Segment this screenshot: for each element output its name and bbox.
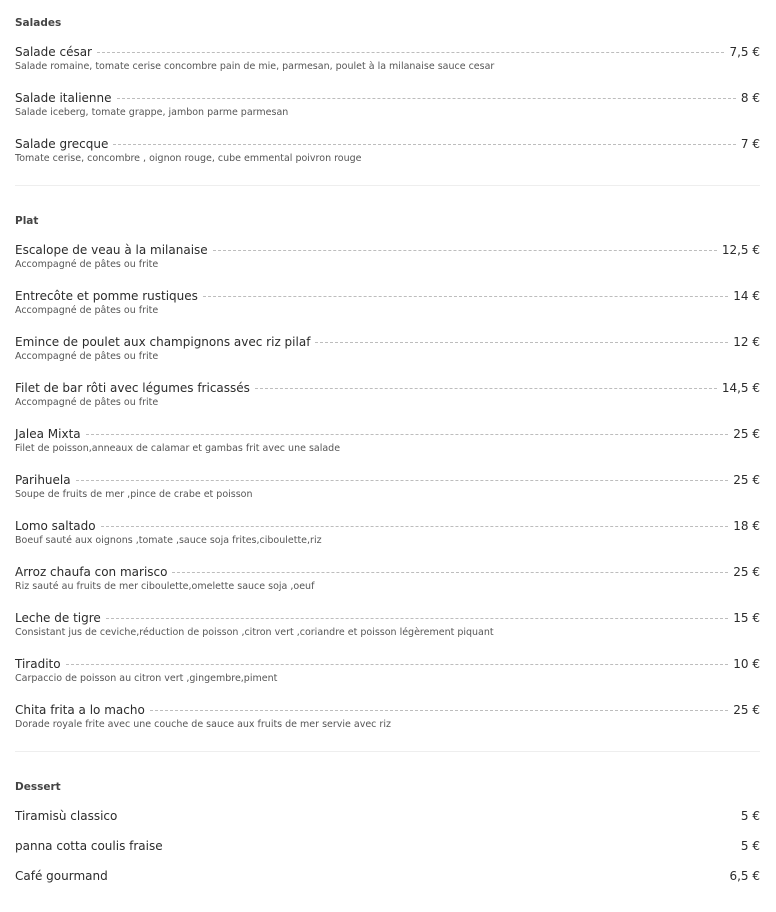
- dotted-leader: [150, 710, 728, 711]
- item-description: Salade romaine, tomate cerise concombre pain de mie, parmesan, poulet à la milanaise sauce cesar: [15, 61, 495, 72]
- item-name: Tiramisù classico: [15, 809, 118, 823]
- item-price: 15 €: [733, 611, 760, 625]
- menu-item: [15, 380, 760, 409]
- item-name: Chita frita a lo macho: [15, 703, 145, 717]
- item-name: Emince de poulet aux champignons avec riz pilaf: [15, 335, 311, 349]
- dotted-leader: [255, 388, 717, 389]
- item-name: Escalope de veau à la milanaise: [15, 243, 208, 257]
- item-description: Carpaccio de poisson au citron vert ,gingembre,piment: [15, 673, 278, 684]
- item-name: panna cotta coulis fraise: [15, 839, 163, 853]
- item-price: 12 €: [733, 335, 760, 349]
- section-salades: [15, 0, 760, 165]
- menu-item: [15, 808, 760, 824]
- dotted-leader: [106, 618, 729, 619]
- item-price: 5 €: [740, 809, 760, 823]
- item-price: 25 €: [733, 473, 760, 487]
- item-name: Café gourmand: [15, 869, 108, 883]
- section-plat: [15, 186, 760, 731]
- menu-item: [15, 136, 760, 165]
- item-price: 10 €: [733, 657, 760, 671]
- item-name: Leche de tigre: [15, 611, 101, 625]
- dotted-leader: [66, 664, 729, 665]
- item-description: Filet de poisson,anneaux de calamar et gambas frit avec une salade: [15, 443, 341, 454]
- dotted-leader: [117, 98, 736, 99]
- item-name: Filet de bar rôti avec légumes fricassés: [15, 381, 250, 395]
- item-description: Salade iceberg, tomate grappe, jambon parme parmesan: [15, 107, 289, 118]
- menu-item: [15, 44, 760, 73]
- item-description: Accompagné de pâtes ou frite: [15, 351, 159, 362]
- menu-item: [15, 518, 760, 547]
- item-price: 7 €: [740, 137, 760, 151]
- item-name: Arroz chaufa con marisco: [15, 565, 168, 579]
- section-title: Dessert: [15, 781, 61, 793]
- menu-item: [15, 838, 760, 854]
- section-title: Plat: [15, 215, 39, 227]
- menu-item: [15, 472, 760, 501]
- menu-item: [15, 564, 760, 593]
- menu-item: [15, 288, 760, 317]
- item-description: Dorade royale frite avec une couche de sauce aux fruits de mer servie avec riz: [15, 719, 391, 730]
- item-name: Tiradito: [15, 657, 61, 671]
- item-price: 25 €: [733, 565, 760, 579]
- item-price: 12,5 €: [721, 243, 760, 257]
- menu-item: [15, 702, 760, 731]
- menu-item: [15, 656, 760, 685]
- item-description: Boeuf sauté aux oignons ,tomate ,sauce soja frites,ciboulette,riz: [15, 535, 322, 546]
- item-description: Accompagné de pâtes ou frite: [15, 397, 159, 408]
- dotted-leader: [86, 434, 729, 435]
- menu-item: [15, 242, 760, 271]
- dotted-leader: [203, 296, 728, 297]
- item-description: Accompagné de pâtes ou frite: [15, 305, 159, 316]
- item-price: 25 €: [733, 427, 760, 441]
- item-description: Riz sauté au fruits de mer ciboulette,omelette sauce soja ,oeuf: [15, 581, 315, 592]
- item-price: 18 €: [733, 519, 760, 533]
- menu-item: [15, 426, 760, 455]
- item-name: Parihuela: [15, 473, 71, 487]
- dotted-leader: [76, 480, 729, 481]
- item-name: Lomo saltado: [15, 519, 96, 533]
- item-name: Salade italienne: [15, 91, 112, 105]
- item-price: 6,5 €: [729, 869, 760, 883]
- item-name: Jalea Mixta: [15, 427, 81, 441]
- menu-item: [15, 334, 760, 363]
- item-name: Salade césar: [15, 45, 92, 59]
- section-dessert: [15, 752, 760, 884]
- item-price: 8 €: [740, 91, 760, 105]
- item-price: 7,5 €: [729, 45, 760, 59]
- dotted-leader: [315, 342, 728, 343]
- menu-item: [15, 90, 760, 119]
- item-description: Consistant jus de ceviche,réduction de poisson ,citron vert ,coriandre et poisson légèrement piquant: [15, 627, 494, 638]
- item-price: 14,5 €: [721, 381, 760, 395]
- item-price: 5 €: [740, 839, 760, 853]
- item-description: Soupe de fruits de mer ,pince de crabe et poisson: [15, 489, 253, 500]
- item-price: 25 €: [733, 703, 760, 717]
- dotted-leader: [172, 572, 728, 573]
- item-name: Salade grecque: [15, 137, 109, 151]
- section-title: Salades: [15, 17, 62, 29]
- dotted-leader: [101, 526, 729, 527]
- item-description: Tomate cerise, concombre , oignon rouge, cube emmental poivron rouge: [15, 153, 362, 164]
- dotted-leader: [113, 144, 736, 145]
- item-name: Entrecôte et pomme rustiques: [15, 289, 198, 303]
- menu-item: [15, 610, 760, 639]
- dotted-leader: [213, 250, 717, 251]
- item-description: Accompagné de pâtes ou frite: [15, 259, 159, 270]
- item-price: 14 €: [733, 289, 760, 303]
- menu-item: [15, 868, 760, 884]
- dotted-leader: [97, 52, 724, 53]
